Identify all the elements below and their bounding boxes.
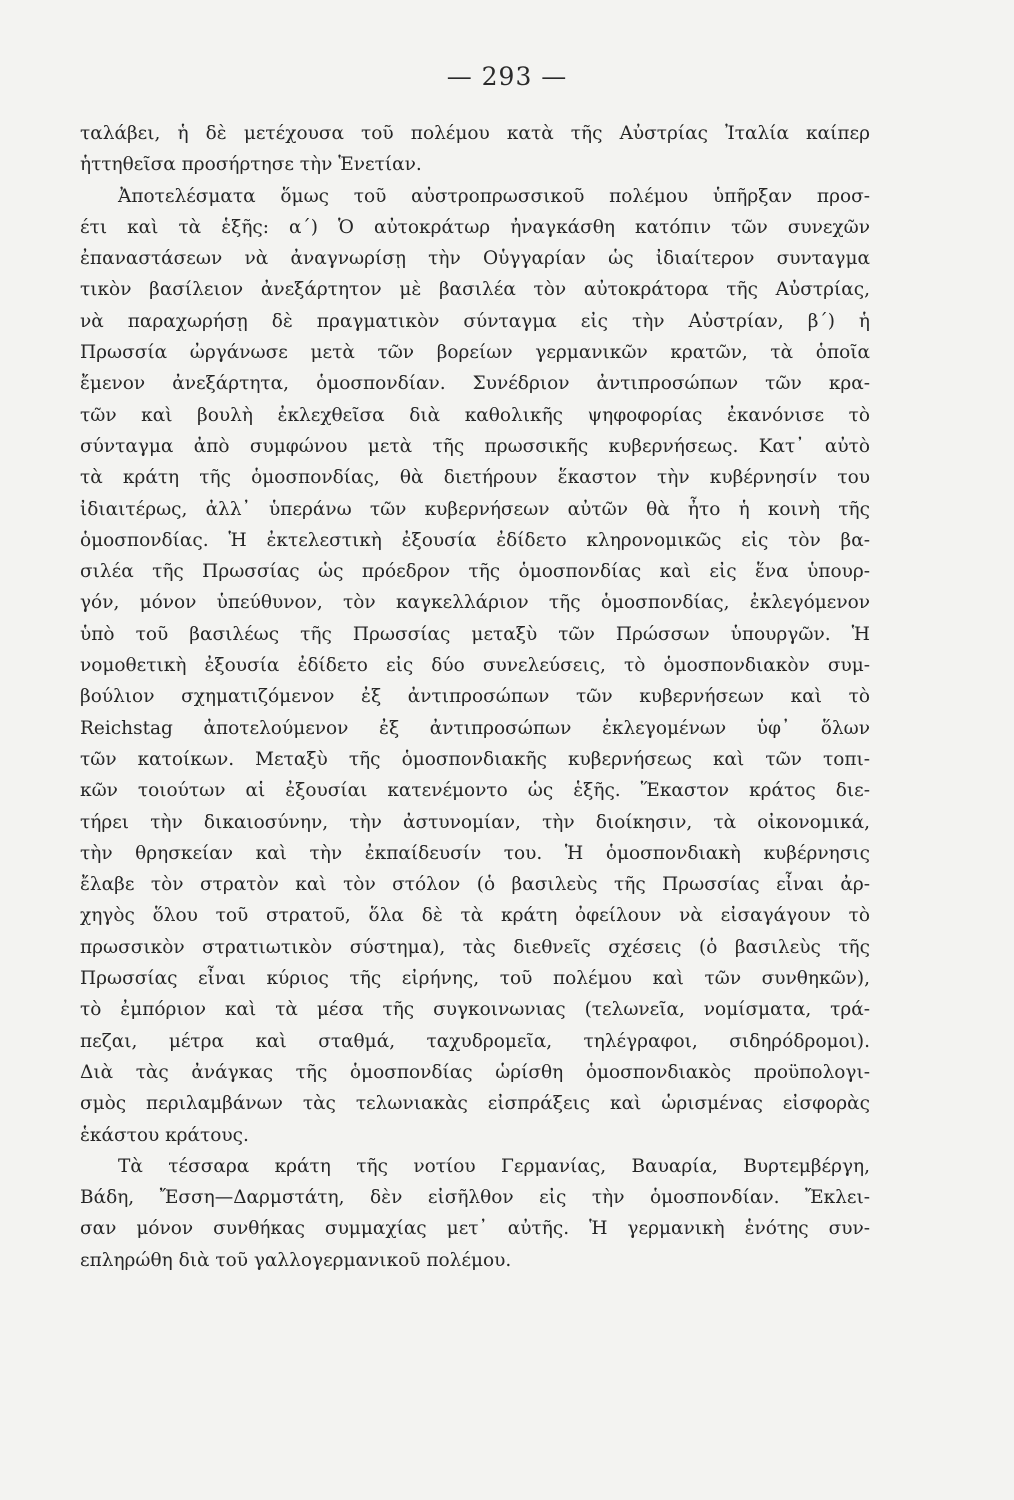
text-line: ἑκάστου κράτους. [80, 1124, 249, 1146]
text-line: ἐπαναστάσεων νὰ ἀναγνωρίσῃ τὴν Οὑγγαρίαν ὡς ἰδιαίτερον συνταγμα [80, 248, 870, 270]
text-line: σμὸς περιλαμβάνων τὰς τελωνιακὰς εἰσπράξεις καὶ ὡρισμένας εἰσφορὰς [80, 1093, 870, 1115]
text-line: ταλάβει, ἡ δὲ μετέχουσα τοῦ πολέμου κατὰ τῆς Αὐστρίας Ἰταλία καίπερ [80, 123, 870, 144]
text-line: βούλιον σχηματιζόμενον ἐξ ἀντιπροσώπων τῶν κυβερνήσεων καὶ τὸ [80, 686, 870, 708]
text-line: Πρωσσίας εἶναι κύριος τῆς εἰρήνης, τοῦ πολέμου καὶ τῶν συνθηκῶν), [80, 968, 870, 990]
text-line: σύνταγμα ἀπὸ συμφώνου μετὰ τῆς πρωσσικῆς κυβερνήσεως. Κατ᾽ αὐτὸ [80, 435, 870, 457]
text-line: τῶν καὶ βουλὴ ἐκλεχθεῖσα διὰ καθολικῆς ψηφοφορίας ἐκανόνισε τὸ [80, 404, 870, 426]
text-line: τήρει τὴν δικαιοσύνην, τὴν ἀστυνομίαν, τὴν διοίκησιν, τὰ οἰκονομικά, [80, 811, 870, 833]
text-line: τικὸν βασίλειον ἀνεξάρτητον μὲ βασιλέα τὸν αὐτοκράτορα τῆς Αὐστρίας, [80, 279, 870, 301]
text-line: Πρωσσία ὠργάνωσε μετὰ τῶν βορείων γερμανικῶν κρατῶν, τὰ ὁποῖα [80, 342, 870, 364]
text-line: Βάδη, Ἔσση—Δαρμστάτη, δὲν εἰσῆλθον εἰς τὴν ὁμοσπονδίαν. Ἔκλει- [80, 1187, 870, 1209]
text-line: γόν, μόνον ὑπεύθυνον, τὸν καγκελλάριον τῆς ὁμοσπονδίας, ἐκλεγόμενον [80, 592, 870, 614]
text-line: ὑπὸ τοῦ βασιλέως τῆς Πρωσσίας μεταξὺ τῶν Πρώσσων ὑπουργῶν. Ἡ [80, 623, 870, 645]
page-number: — 293 — [446, 62, 568, 91]
text-line: σαν μόνον συνθήκας συμμαχίας μετ᾽ αὐτῆς. Ἡ γερμανικὴ ἑνότης συν- [80, 1218, 870, 1240]
text-line: ὁμοσπονδίας. Ἡ ἐκτελεστικὴ ἐξουσία ἐδίδετο κληρονομικῶς εἰς τὸν βα- [80, 529, 870, 551]
text-line: χηγὸς ὅλου τοῦ στρατοῦ, ὅλα δὲ τὰ κράτη ὀφείλουν νὰ εἰσαγάγουν τὸ [80, 905, 870, 927]
text-line: Ἀποτελέσματα ὅμως τοῦ αὐστροπρωσσικοῦ πολέμου ὑπῆρξαν προσ- [118, 185, 870, 207]
text-line: σιλέα τῆς Πρωσσίας ὡς πρόεδρον τῆς ὁμοσπονδίας καὶ εἰς ἕνα ὑπουρ- [80, 561, 870, 583]
text-line: πεζαι, μέτρα καὶ σταθμά, ταχυδρομεῖα, τηλέγραφοι, σιδηρόδρομοι). [80, 1030, 870, 1052]
text-line: τὰ κράτη τῆς ὁμοσπονδίας, θὰ διετήρουν ἕκαστον τὴν κυβέρνησίν του [80, 467, 870, 489]
text-line: έτι καὶ τὰ ἑξῆς: α΄) Ὁ αὐτοκράτωρ ἠναγκάσθη κατόπιν τῶν συνεχῶν [80, 216, 870, 238]
text-line: νὰ παραχωρήσῃ δὲ πραγματικὸν σύνταγμα εἰς τὴν Αὐστρίαν, β΄) ἡ [80, 310, 870, 332]
text-line: Reichstag ἀποτελούμενον ἐξ ἀντιπροσώπων ἐκλεγομένων ὑφ᾽ ὅλων [80, 717, 870, 739]
text-line: κῶν τοιούτων αἱ ἐξουσίαι κατενέμοντο ὡς ἑξῆς. Ἕκαστον κράτος διε- [80, 780, 870, 802]
text-line: επληρώθη διὰ τοῦ γαλλογερμανικοῦ πολέμου. [80, 1249, 512, 1271]
text-line: Τὰ τέσσαρα κράτη τῆς νοτίου Γερμανίας, Βαυαρία, Βυρτεμβέργη, [118, 1155, 870, 1177]
text-line: τῶν κατοίκων. Μεταξὺ τῆς ὁμοσπονδιακῆς κυβερνήσεως καὶ τῶν τοπι- [80, 748, 870, 770]
text-line: τὸ ἐμπόριον καὶ τὰ μέσα τῆς συγκοινωνιας (τελωνεῖα, νομίσματα, τρά- [80, 999, 870, 1021]
text-line: ἰδιαιτέρως, ἀλλ᾽ ὑπεράνω τῶν κυβερνήσεων αὐτῶν θὰ ἦτο ἡ κοινὴ τῆς [80, 498, 870, 520]
body-text [80, 118, 870, 1276]
text-line: πρωσσικὸν στρατιωτικὸν σύστημα), τὰς διεθνεῖς σχέσεις (ὁ βασιλεὺς τῆς [80, 936, 870, 958]
text-line: τὴν θρησκείαν καὶ τὴν ἐκπαίδευσίν του. Ἡ ὁμοσπονδιακὴ κυβέρνησις [80, 842, 870, 864]
text-line: ἔλαβε τὸν στρατὸν καὶ τὸν στόλον (ὁ βασιλεὺς τῆς Πρωσσίας εἶναι ἀρ- [80, 874, 870, 896]
text-line: Διὰ τὰς ἀνάγκας τῆς ὁμοσπονδίας ὡρίσθη ὁμοσπονδιακὸς προϋπολογι- [80, 1061, 870, 1083]
text-line: νομοθετικὴ ἐξουσία ἐδίδετο εἰς δύο συνελεύσεις, τὸ ὁμοσπονδιακὸν συμ- [80, 655, 870, 677]
text-line: ἡττηθεῖσα προσήρτησε τὴν Ἑνετίαν. [80, 154, 422, 176]
text-line: ἔμενον ἀνεξάρτητα, ὁμοσπονδίαν. Συνέδριον ἀντιπροσώπων τῶν κρα- [80, 373, 870, 395]
